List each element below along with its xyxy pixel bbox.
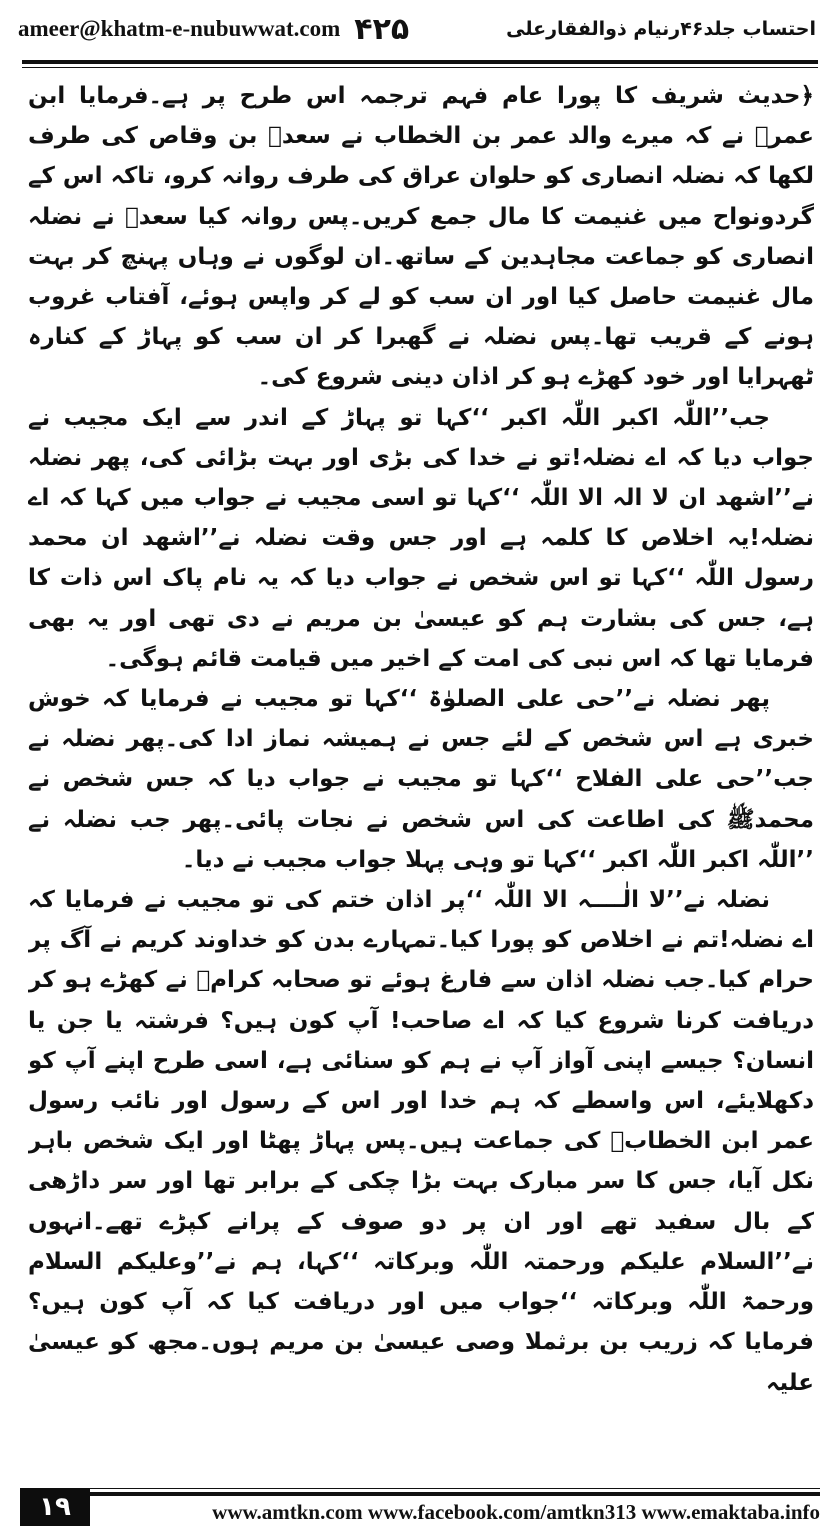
- running-title: احتساب جلد۴۶رنیام ذوالفقارعلی: [506, 18, 816, 40]
- footer-rule: [90, 1488, 820, 1496]
- header-page-number: ۴۲۵: [354, 11, 410, 47]
- header-email: ameer@khatm-e-nubuwwat.com: [18, 16, 341, 41]
- paragraph: نضلہ نے’’لا الٰــــہ الا اللّٰہ ‘‘پر اذان ختم کی تو مجیب نے فرمایا کہ اے نضلہ!تم نے اخلاص کو پورا کیا۔تمہارے بدن کو خداوند کریم نے آگ پر حرام کیا۔جب نضلہ اذان سے فارغ ہوئے تو صحابہ کرامؓ نے کھڑے ہو کر دریافت کرنا شروع کیا کہ اے صاحب! آپ کون ہیں؟ فرشتہ یا جن یا انسان؟ جیسے اپنی آواز آپ نے ہم کو سنائی ہے، اسی طرح اپنے آپ کو دکھلایئے، اس واسطے کہ ہم خدا اور اس کے رسول اور نائب رسول عمر ابن الخطابؓ کی جماعت ہیں۔پس پہاڑ پھٹا اور ایک شخص باہر نکل آیا، جس کا سر مبارک بہت بڑا چکی کے برابر تھا اور سر داڑھی کے بال سفید تھے اور ان پر دو صوف کے پرانے کپڑے تھے۔انہوں نے’’السلام علیکم ورحمتہ اللّٰہ وبرکاتہ ‘‘کہا، ہم نے’’وعلیکم السلام ورحمۃ اللّٰہ وبرکاتہ ‘‘جواب میں اور دریافت کیا کہ آپ کون ہیں؟ فرمایا کہ زریب بن برثملا وصی عیسیٰ بن مریم ہوں۔مجھ کو عیسیٰ علیہ: [28, 887, 814, 1396]
- paragraph: جب’’اللّٰہ اکبر اللّٰہ اکبر ‘‘کہا تو پہاڑ کے اندر سے ایک مجیب نے جواب دیا کہ اے نضلہ!تو نے خدا کی بڑی اور بہت بڑائی کی، پھر نضلہ نے’’اشھد ان لا الہ الا اللّٰہ ‘‘کہا تو اسی مجیب نے جواب میں کہا کہ اے نضلہ!یہ اخلاص کا کلمہ ہے اور جس وقت نضلہ نے’’اشھد ان محمد رسول اللّٰہ ‘‘کہا تو اس شخص نے جواب دیا کہ یہ نام پاک اس ذات کا ہے، جس کی بشارت ہم کو عیسیٰ بن مریم نے دی تھی اور یہ بھی فرمایا تھا کہ اس نبی کی امت کے اخیر میں قیامت قائم ہوگی۔: [28, 404, 814, 672]
- page-footer: [0, 1488, 840, 1540]
- page-header: [0, 0, 840, 58]
- paragraph: پھر نضلہ نے’’حی علی الصلوٰۃ ‘‘کہا تو مجیب نے فرمایا کہ خوش خبری ہے اس شخص کے لئے جس نے ہمیشہ نماز ادا کی۔پھر نضلہ نے جب’’حی علی الفلاح ‘‘کہا تو مجیب نے جواب دیا کہ جس شخص نے محمدﷺ کی اطاعت کی اس شخص نے نجات پائی۔پھر جب نضلہ نے ’’اللّٰہ اکبر اللّٰہ اکبر ‘‘کہا تو وہی پہلا جواب مجیب نے دیا۔: [28, 686, 814, 873]
- footer-urls: www.amtkn.com www.facebook.com/amtkn313 www.emaktaba.info: [212, 1500, 820, 1524]
- footer-page-number: ۱۹: [20, 1488, 90, 1526]
- header-left: [18, 12, 409, 47]
- header-rule: [22, 60, 818, 68]
- paragraph: ﴿حدیث شریف کا پورا عام فہم ترجمہ اس طرح پر ہے۔فرمایا ابن عمرؓ نے کہ میرے والد عمر بن الخطاب نے سعدؓ بن وقاص کی طرف لکھا کہ نضلہ انصاری کو حلوان عراق کی طرف روانہ کرو، تاکہ اس کے گردونواح میں غنیمت کا مال جمع کریں۔پس روانہ کیا سعدؓ نے نضلہ انصاری کو جماعت مجاہدین کے ساتھ۔ان لوگوں نے وہاں پہنچ کر بہت مال غنیمت حاصل کیا اور ان سب کو لے کر واپس ہوئے، آفتاب غروب ہونے کے قریب تھا۔پس نضلہ نے گھبرا کر ان سب کو پہاڑ کے کنارہ ٹھہرایا اور خود کھڑے ہو کر اذان دینی شروع کی۔: [28, 83, 814, 391]
- body-text: [28, 76, 814, 1461]
